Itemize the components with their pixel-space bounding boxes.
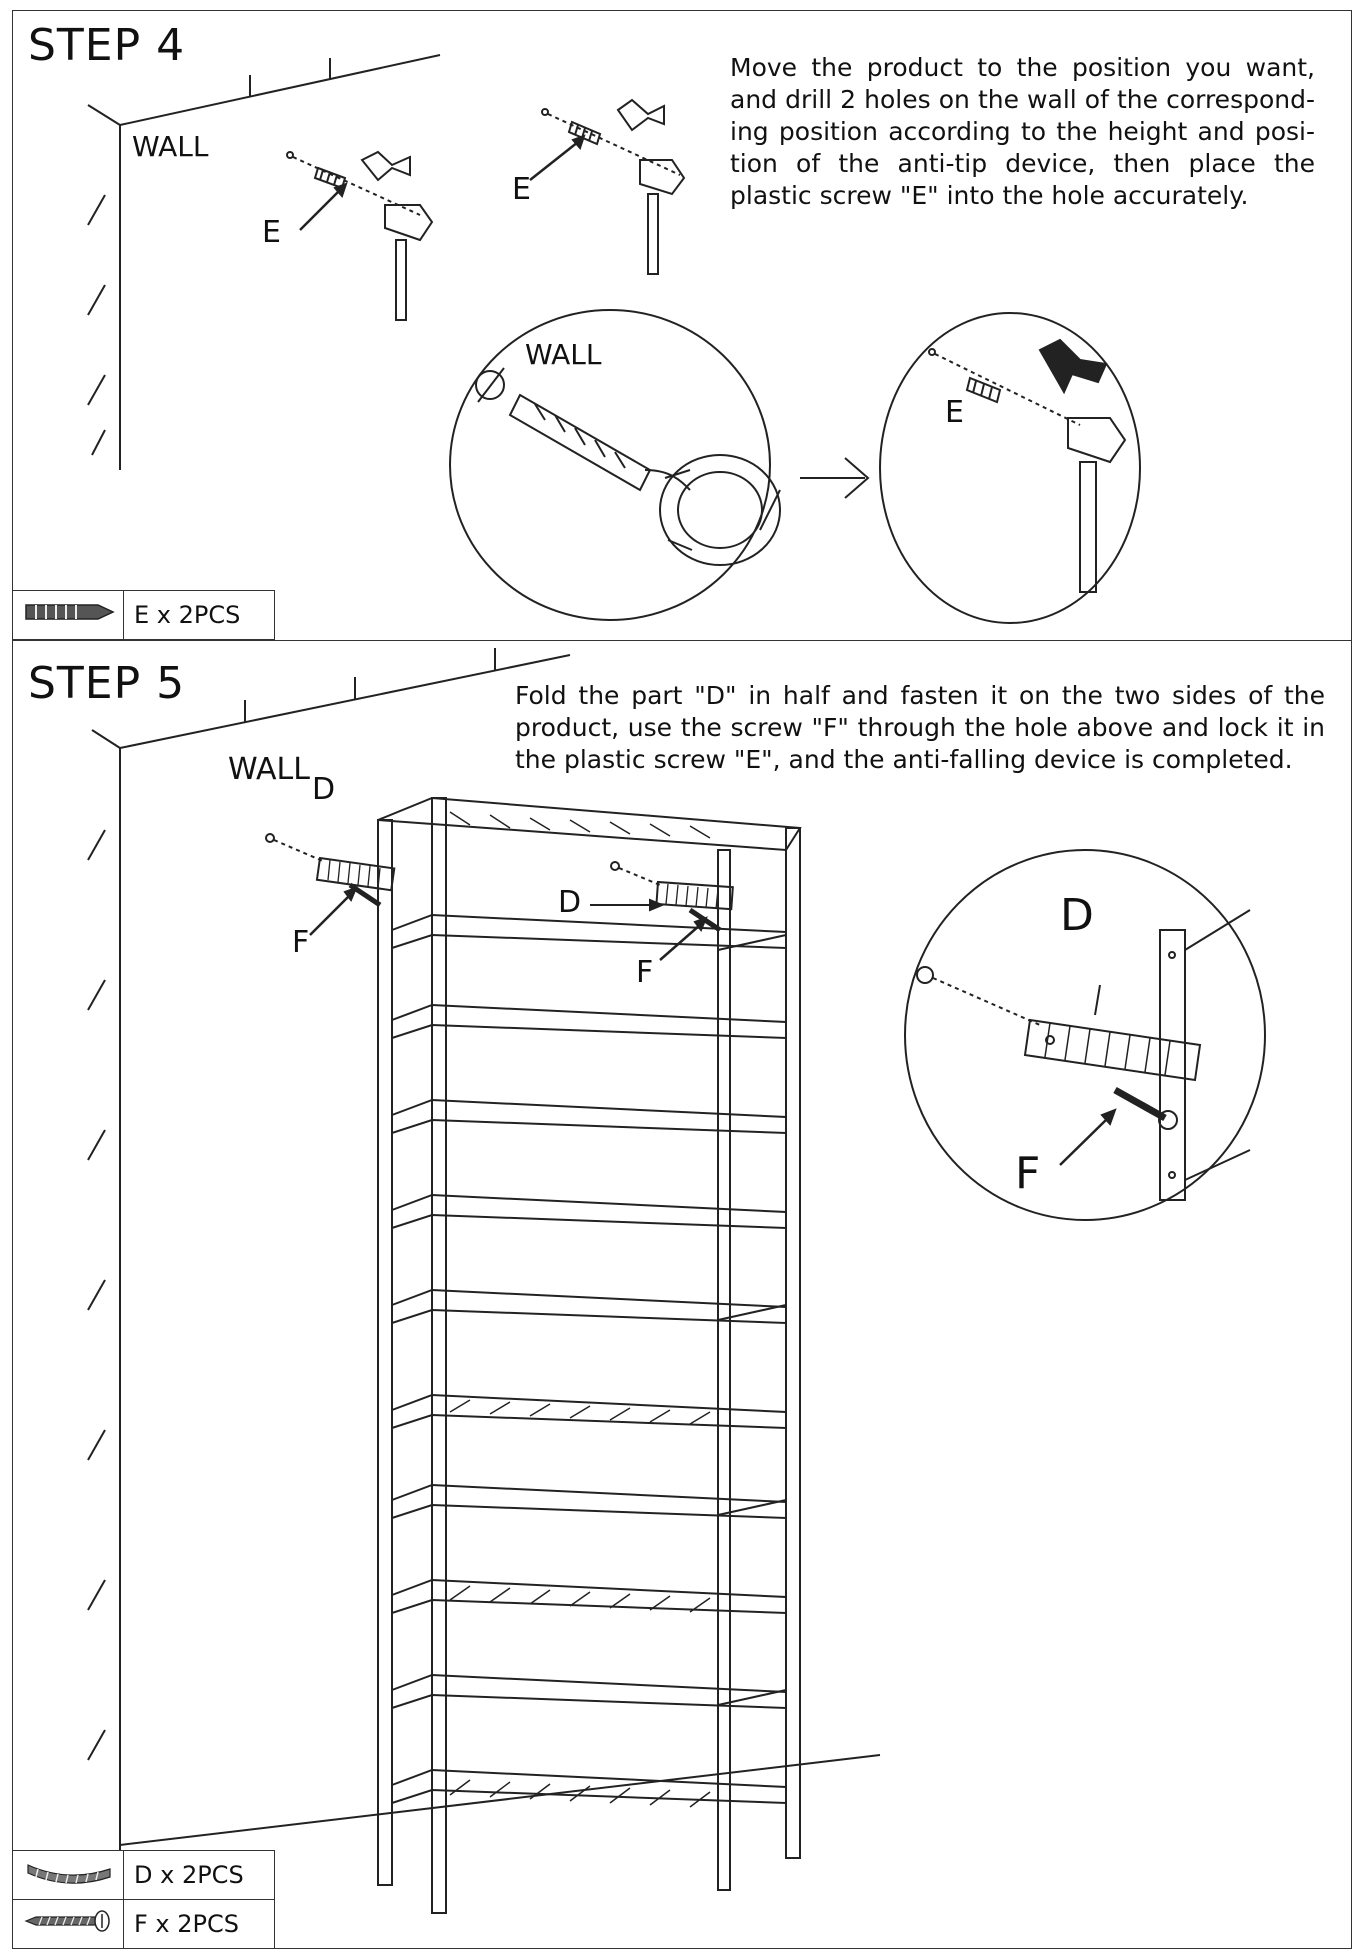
step5-instruction: Fold the part "D" in half and fasten it on the two sides of the product, use the screw "F" through the hole above and lock it in the plastic screw "E", and the anti-falling device is completed.: [515, 681, 1325, 774]
step4-wall-label: WALL: [132, 130, 209, 163]
step5-d-label-left: D: [312, 772, 336, 807]
step4-e-label-left: E: [262, 215, 281, 250]
parts-label: D x 2PCS: [124, 1851, 275, 1900]
step4-e-detail-label: E: [945, 395, 964, 430]
step4-instruction: Move the product to the position you want, and drill 2 holes on the wall of the correspond-ing position according to the height and posi-tion of the anti-tip device, then place the plastic screw "E" into the hole accurately.: [730, 53, 1315, 210]
step4-bracket-right: [530, 100, 684, 274]
step4-bracket-left: [287, 152, 432, 320]
strap-icon: [13, 1851, 124, 1900]
step4-drill-detail: [450, 310, 780, 620]
parts-row: [13, 1851, 275, 1900]
step5-f-label-center: F: [636, 955, 654, 990]
step4-anchor-detail: [880, 313, 1140, 623]
shelf-unit: [378, 798, 800, 1913]
step4-wall-corner: [88, 55, 440, 470]
parts-label: F x 2PCS: [124, 1900, 275, 1949]
step5-parts-table: [12, 1850, 275, 1949]
step4-e-label-right: E: [512, 172, 531, 207]
screw-icon: [13, 1900, 124, 1949]
step5-d-detail-label: D: [1060, 890, 1094, 941]
step4-next-arrow: [800, 458, 868, 498]
parts-row: [13, 1900, 275, 1949]
step5-f-detail-label: F: [1015, 1148, 1041, 1199]
step4-wall-detail-label: WALL: [525, 338, 602, 371]
step5-wall-corner: [88, 648, 880, 1940]
step5-wall-label: WALL: [228, 752, 310, 787]
step5-d-label-center: D: [558, 885, 582, 920]
step5-f-label-left: F: [292, 925, 310, 960]
parts-label: E x 2PCS: [124, 591, 275, 640]
step5-strap-left: [266, 834, 394, 935]
step4-title: STEP 4: [28, 20, 186, 71]
plastic-anchor-icon: [13, 591, 124, 640]
parts-row: [13, 591, 275, 640]
step4-parts-table: [12, 590, 275, 640]
step5-title: STEP 5: [28, 658, 186, 709]
